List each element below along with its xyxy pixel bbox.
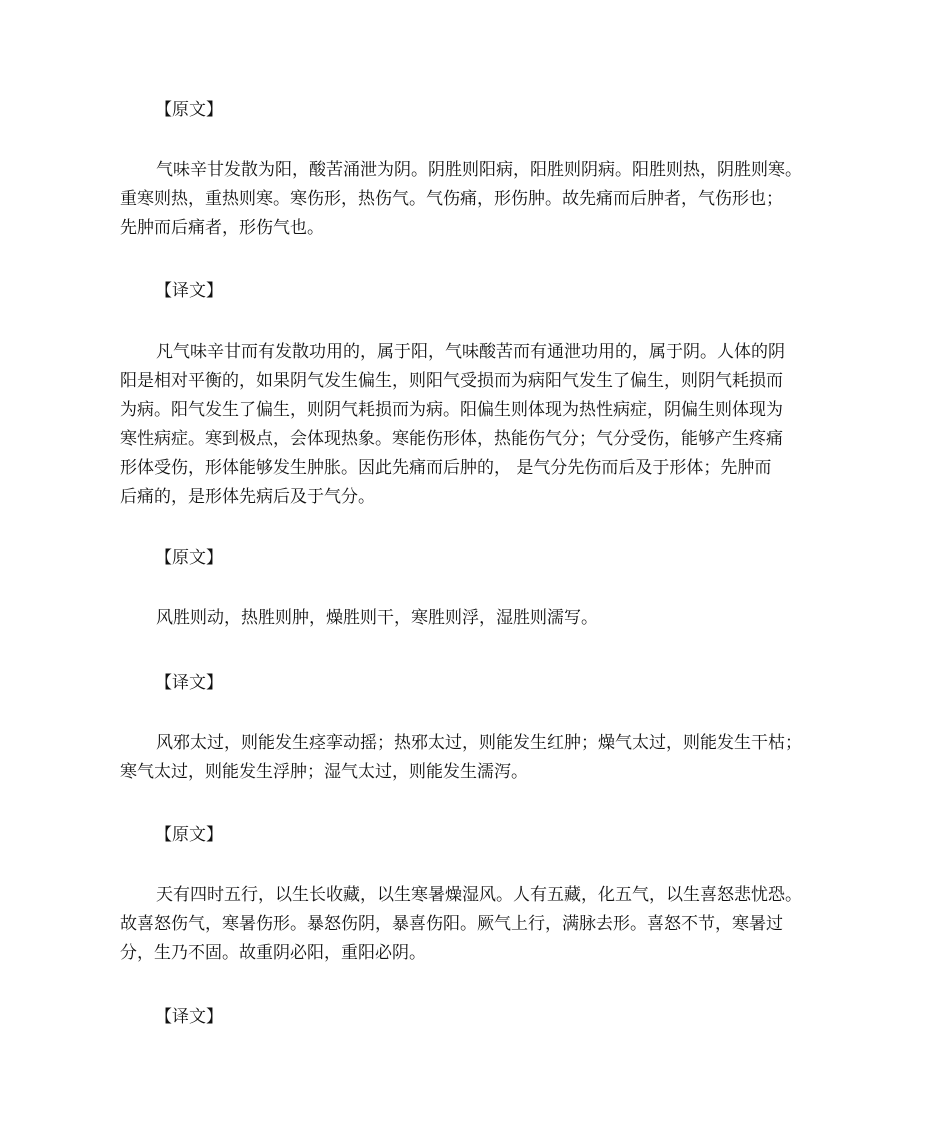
text-line: 阳是相对平衡的，如果阴气发生偏生，则阳气受损而为病阳气发生了偏生，则阴气耗损而 <box>120 371 783 391</box>
paragraph-translation-text <box>120 338 840 512</box>
text-line: 故喜怒伤气，寒暑伤形。暴怒伤阴，暴喜伤阳。厥气上行，满脉去形。喜怒不节，寒暑过 <box>120 914 783 934</box>
paragraph-original-text <box>120 604 840 633</box>
text-line: 分，生乃不固。故重阴必阳，重阳必阴。 <box>120 943 426 963</box>
text-line: 寒性病症。寒到极点，会体现热象。寒能伤形体，热能伤气分；气分受伤，能够产生疼痛 <box>120 429 783 449</box>
text-line: 气味辛甘发散为阳，酸苦涌泄为阴。阴胜则阳病，阳胜则阴病。阳胜则热，阴胜则寒。 <box>156 160 802 180</box>
section-heading-translation: 【译文】 <box>155 281 223 301</box>
section-heading-original: 【原文】 <box>155 825 223 845</box>
text-line: 凡气味辛甘而有发散功用的，属于阳，气味酸苦而有通泄功用的，属于阴。人体的阴 <box>156 342 785 362</box>
section-heading-translation: 【译文】 <box>155 1007 223 1027</box>
text-line: 风胜则动，热胜则肿，燥胜则干，寒胜则浮，湿胜则濡写。 <box>156 608 598 628</box>
paragraph-translation-text <box>120 729 840 787</box>
section-heading-original: 【原文】 <box>155 548 223 568</box>
section-heading-translation: 【译文】 <box>155 673 223 693</box>
text-line: 后痛的，是形体先病后及于气分。 <box>120 487 375 507</box>
section-heading-original: 【原文】 <box>155 100 223 120</box>
text-line: 形体受伤，形体能够发生肿胀。因此先痛而后肿的， 是气分先伤而后及于形体；先肿而 <box>120 458 772 478</box>
paragraph-original-text <box>120 881 840 968</box>
text-line: 寒气太过，则能发生浮肿；湿气太过，则能发生濡泻。 <box>120 762 528 782</box>
text-line: 先肿而后痛者，形伤气也。 <box>120 218 324 238</box>
text-line: 风邪太过，则能发生痉挛动摇；热邪太过，则能发生红肿；燥气太过，则能发生干枯； <box>156 733 802 753</box>
text-line: 为病。阳气发生了偏生，则阴气耗损而为病。阳偏生则体现为热性病症，阴偏生则体现为 <box>120 400 783 420</box>
text-line: 重寒则热，重热则寒。寒伤形，热伤气。气伤痛，形伤肿。故先痛而后肿者，气伤形也； <box>120 189 783 209</box>
paragraph-original-text <box>120 156 840 243</box>
text-line: 天有四时五行，以生长收藏，以生寒暑燥湿风。人有五藏，化五气，以生喜怒悲忧恐。 <box>156 885 802 905</box>
